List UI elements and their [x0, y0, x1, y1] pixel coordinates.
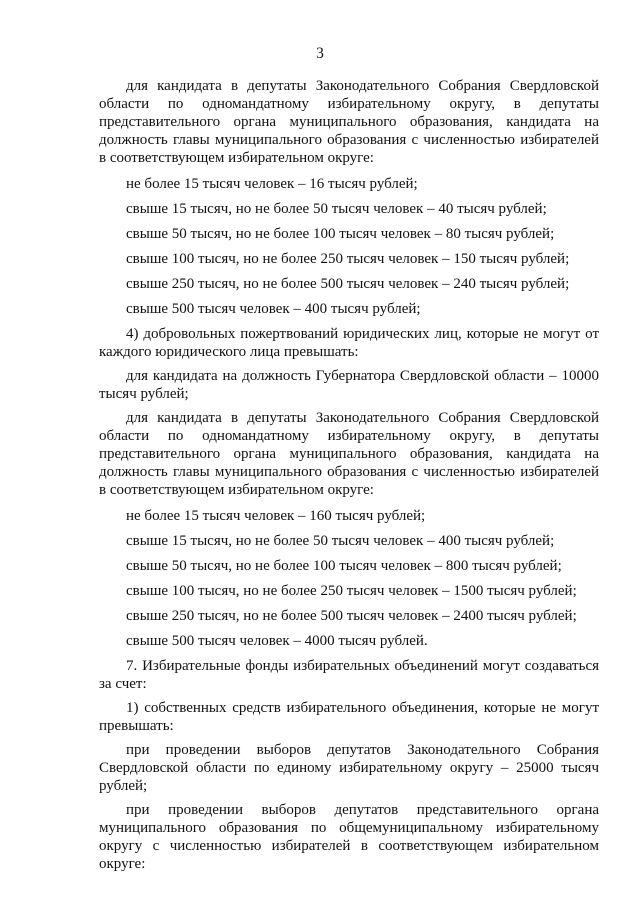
list-item: свыше 15 тысяч, но не более 50 тысяч человек – 400 тысяч рублей;	[126, 533, 555, 549]
list-donation-limits	[99, 507, 599, 650]
paragraph-own-funds: 1) собственных средств избирательного объединения, которые не могут превышать:	[99, 700, 599, 734]
paragraph-candidate-deputies-2: для кандидата в депутаты Законодательного Собрания Свердловской области по одномандатному избирательному округу, в депутаты представительного органа муниципального образования, кандидата на должность главы муниципального образования с численностью избирателей в соответствующем избирательном округе:	[99, 410, 599, 498]
list-own-funds-limits	[99, 175, 599, 318]
paragraph-governor-candidate: для кандидата на должность Губернатора Свердловской области – 10000 тысяч рублей;	[99, 368, 599, 402]
list-item: свыше 500 тысяч человек – 4000 тысяч рублей.	[126, 633, 428, 649]
list-item: не более 15 тысяч человек – 160 тысяч рублей;	[126, 508, 426, 524]
list-item: свыше 15 тысяч, но не более 50 тысяч человек – 40 тысяч рублей;	[126, 201, 547, 217]
list-item: свыше 500 тысяч человек – 400 тысяч рублей;	[126, 301, 421, 317]
paragraph-legislative-assembly-elections: при проведении выборов депутатов Законодательного Собрания Свердловской области по единому избирательному округу – 25000 тысяч рублей;	[99, 742, 599, 794]
list-item: свыше 50 тысяч, но не более 100 тысяч человек – 800 тысяч рублей;	[126, 558, 562, 574]
list-item: свыше 100 тысяч, но не более 250 тысяч человек – 1500 тысяч рублей;	[126, 583, 577, 599]
paragraph-legal-entity-donations: 4) добровольных пожертвований юридических лиц, которые не могут от каждого юридического лица превышать:	[99, 326, 599, 360]
page-number: 3	[316, 45, 324, 62]
list-item: свыше 250 тысяч, но не более 500 тысяч человек – 2400 тысяч рублей;	[126, 608, 577, 624]
list-item: свыше 100 тысяч, но не более 250 тысяч человек – 150 тысяч рублей;	[126, 251, 570, 267]
paragraph-municipal-elections: при проведении выборов депутатов представительного органа муниципального образования по общемуниципальному избирательному округу с численностью избирателей в соответствующем избирательном округе:	[99, 802, 599, 872]
paragraph-section-7: 7. Избирательные фонды избирательных объединений могут создаваться за счет:	[99, 658, 599, 692]
list-item: свыше 250 тысяч, но не более 500 тысяч человек – 240 тысяч рублей;	[126, 276, 570, 292]
document-body	[99, 77, 599, 873]
list-item: свыше 50 тысяч, но не более 100 тысяч человек – 80 тысяч рублей;	[126, 226, 555, 242]
list-item: не более 15 тысяч человек – 16 тысяч рублей;	[126, 176, 418, 192]
paragraph-candidate-deputies: для кандидата в депутаты Законодательного Собрания Свердловской области по одномандатному избирательному округу, в депутаты представительного органа муниципального образования, кандидата на должность главы муниципального образования с численностью избирателей в соответствующем избирательном округе:	[99, 78, 599, 166]
